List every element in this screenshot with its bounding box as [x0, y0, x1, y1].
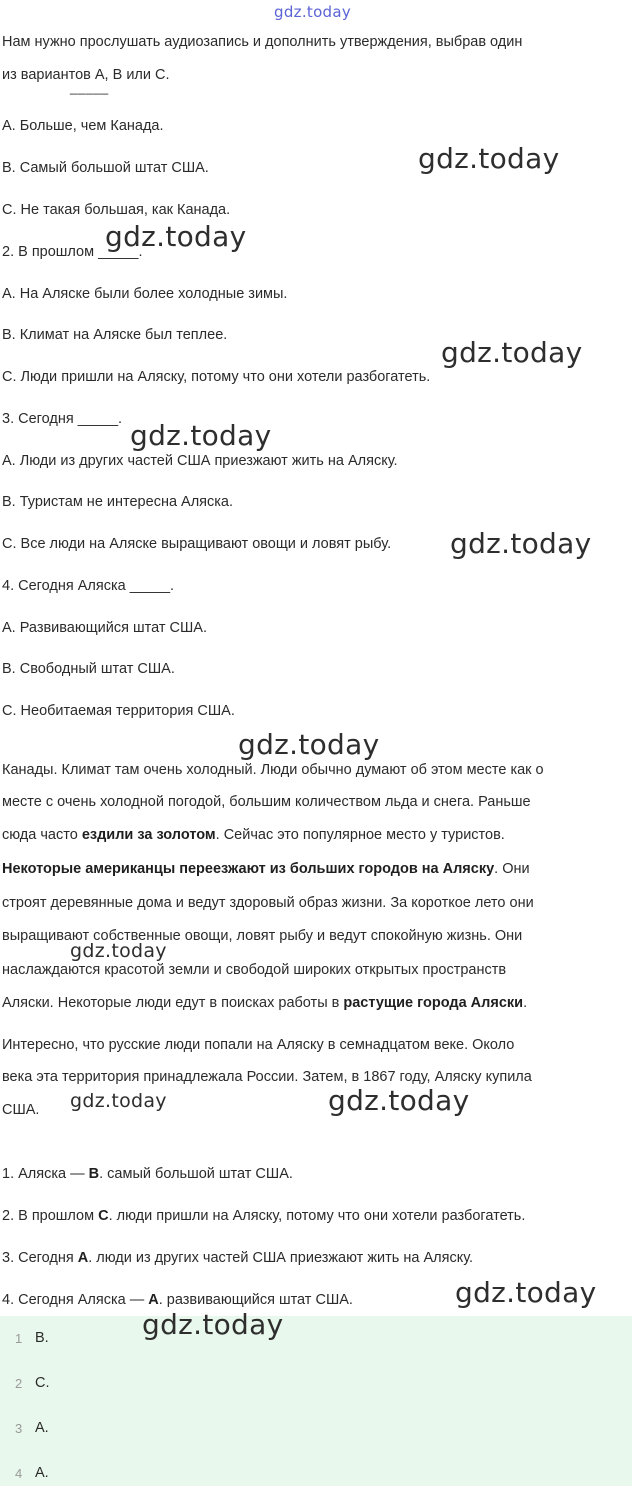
intro-line-2: из вариантов А, В или С.: [2, 67, 170, 83]
answer-key-number: 1: [15, 1331, 23, 1346]
answer-line-3: 3. Сегодня A. люди из других частей США приезжают жить на Аляску.: [2, 1250, 474, 1266]
text-line-10: века эта территория принадлежала России. Затем, в 1867 году, Аляску купила: [2, 1069, 532, 1085]
text-line-9: Интересно, что русские люди попали на Аляску в семнадцатом веке. Около: [2, 1037, 515, 1053]
answer-key-row: [0, 1361, 632, 1406]
q4-option-c: C. Необитаемая территория США.: [2, 703, 235, 719]
watermark: gdz.today: [130, 419, 272, 452]
answer-key-row: [0, 1451, 632, 1496]
answer-key-row: [0, 1316, 632, 1361]
answer-key-number: 2: [15, 1376, 23, 1391]
q1-option-c: C. Не такая большая, как Канада.: [2, 202, 231, 218]
text-line-4: Некоторые американцы переезжают из больших городов на Аляску. Они: [2, 861, 530, 877]
text-line-1: Канады. Климат там очень холодный. Люди обычно думают об этом месте как о: [2, 762, 544, 778]
answer-key-value: B.: [35, 1330, 49, 1346]
watermark: gdz.today: [238, 728, 380, 761]
watermark: gdz.today: [70, 940, 167, 962]
answer-line-1: 1. Аляска — B. самый большой штат США.: [2, 1166, 293, 1182]
q3-option-a: A. Люди из других частей США приезжают жить на Аляску.: [2, 453, 398, 469]
text-line-7: наслаждаются красотой земли и свободой широких открытых пространств: [2, 962, 507, 978]
watermark: gdz.today: [328, 1084, 470, 1117]
text-line-6: выращивают собственные овощи, ловят рыбу и ведут спокойную жизнь. Они: [2, 928, 523, 944]
intro-line-1: Нам нужно прослушать аудиозапись и дополнить утверждения, выбрав один: [2, 34, 523, 50]
q2-stem: 2. В прошлом _____.: [2, 244, 143, 260]
q2-option-a: A. На Аляске были более холодные зимы.: [2, 286, 288, 302]
q2-option-b: B. Климат на Аляске был теплее.: [2, 327, 228, 343]
answer-key-number: 3: [15, 1421, 23, 1436]
answer-key-value: A.: [35, 1420, 49, 1436]
watermark: gdz.today: [142, 1308, 284, 1341]
q4-stem: 4. Сегодня Аляска _____.: [2, 578, 175, 594]
watermark-top: gdz.today: [274, 3, 352, 21]
watermark: gdz.today: [105, 220, 247, 253]
bold-phrase: Некоторые американцы переезжают из больших городов на Аляску: [2, 861, 495, 877]
watermark: gdz.today: [418, 142, 560, 175]
q3-option-c: C. Все люди на Аляске выращивают овощи и ловят рыбу.: [2, 536, 392, 552]
watermark: gdz.today: [450, 527, 592, 560]
text-line-5: строят деревянные дома и ведут здоровый образ жизни. За короткое лето они: [2, 895, 534, 911]
answer-key-value: A.: [35, 1465, 49, 1481]
q3-option-b: B. Туристам не интересна Аляска.: [2, 494, 234, 510]
q1-option-a: A. Больше, чем Канада.: [2, 118, 164, 134]
text-line-3: сюда часто ездили за золотом. Сейчас это популярное место у туристов.: [2, 827, 505, 843]
q2-option-c: C. Люди пришли на Аляску, потому что они хотели разбогатеть.: [2, 369, 431, 385]
bold-phrase: ездили за золотом: [81, 827, 216, 843]
q3-stem: 3. Сегодня _____.: [2, 411, 123, 427]
q1-option-b: B. Самый большой штат США.: [2, 160, 209, 176]
watermark: gdz.today: [70, 1090, 167, 1112]
answer-key-panel: [0, 1316, 632, 1486]
text-line-8: Аляски. Некоторые люди едут в поисках работы в растущие города Аляски.: [2, 995, 528, 1011]
answer-line-2: 2. В прошлом C. люди пришли на Аляску, потому что они хотели разбогатеть.: [2, 1208, 526, 1224]
text-line-11: США.: [2, 1102, 40, 1118]
q4-option-a: A. Развивающийся штат США.: [2, 620, 207, 636]
answer-key-row: [0, 1406, 632, 1451]
watermark: gdz.today: [455, 1276, 597, 1309]
intro-blank: _____: [70, 80, 109, 95]
text-line-2: месте с очень холодной погодой, большим количеством льда и снега. Раньше: [2, 794, 531, 810]
answer-key-value: C.: [35, 1375, 50, 1391]
answer-line-4: 4. Сегодня Аляска — A. развивающийся штат США.: [2, 1292, 353, 1308]
answer-key-number: 4: [15, 1466, 23, 1481]
q4-option-b: B. Свободный штат США.: [2, 661, 175, 677]
bold-phrase: растущие города Аляски: [343, 995, 524, 1011]
watermark: gdz.today: [441, 336, 583, 369]
